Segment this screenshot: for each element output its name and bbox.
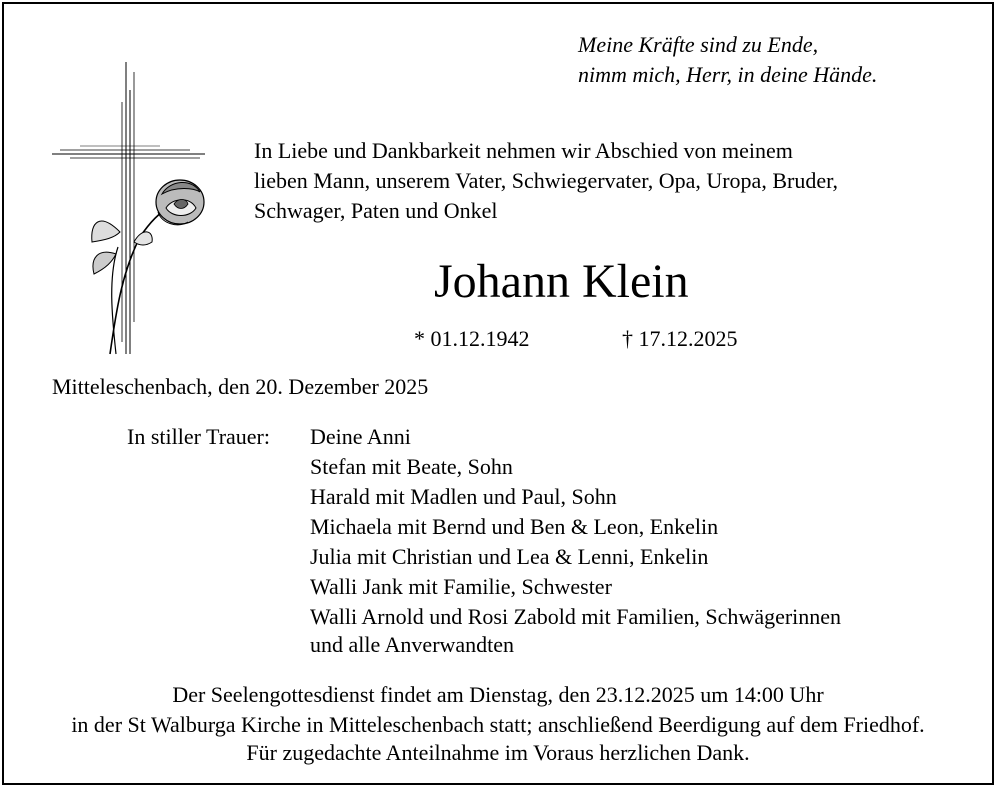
mourner-2: Stefan mit Beate, Sohn [310,454,513,479]
intro-line-1: In Liebe und Dankbarkeit nehmen wir Abschied von meinem [254,138,793,163]
verse-line-1: Meine Kräfte sind zu Ende, [578,32,819,57]
place-date: Mitteleschenbach, den 20. Dezember 2025 [52,374,429,399]
death-date: † 17.12.2025 [622,326,738,351]
mourner-6: Walli Jank mit Familie, Schwester [310,574,612,599]
deceased-name: Johann Klein [434,255,689,308]
verse-line-2: nimm mich, Herr, in deine Hände. [578,62,878,87]
mourner-4: Michaela mit Bernd und Ben & Leon, Enkelin [310,514,719,539]
service-line-2: in der St Walburga Kirche in Mitteleschenbach statt; anschließend Beerdigung auf dem Friedhof. [71,712,925,737]
mourner-7: Walli Arnold und Rosi Zabold mit Familien, Schwägerinnen [310,604,842,629]
mourner-1: Deine Anni [310,424,411,449]
cross-rose-icon [50,62,210,357]
mourner-5: Julia mit Christian und Lea & Lenni, Enkelin [310,544,709,569]
service-line-3: Für zugedachte Anteilnahme im Voraus herzlichen Dank. [246,740,750,765]
birth-date: * 01.12.1942 [414,326,530,351]
intro-line-2: lieben Mann, unserem Vater, Schwiegervater, Opa, Uropa, Bruder, [254,168,839,193]
mourner-3: Harald mit Madlen und Paul, Sohn [310,484,617,509]
mourner-8: und alle Anverwandten [310,632,515,657]
intro-line-3: Schwager, Paten und Onkel [254,198,498,223]
mourning-label: In stiller Trauer: [127,424,270,449]
service-line-1: Der Seelengottesdienst findet am Dienstag, den 23.12.2025 um 14:00 Uhr [172,682,824,707]
